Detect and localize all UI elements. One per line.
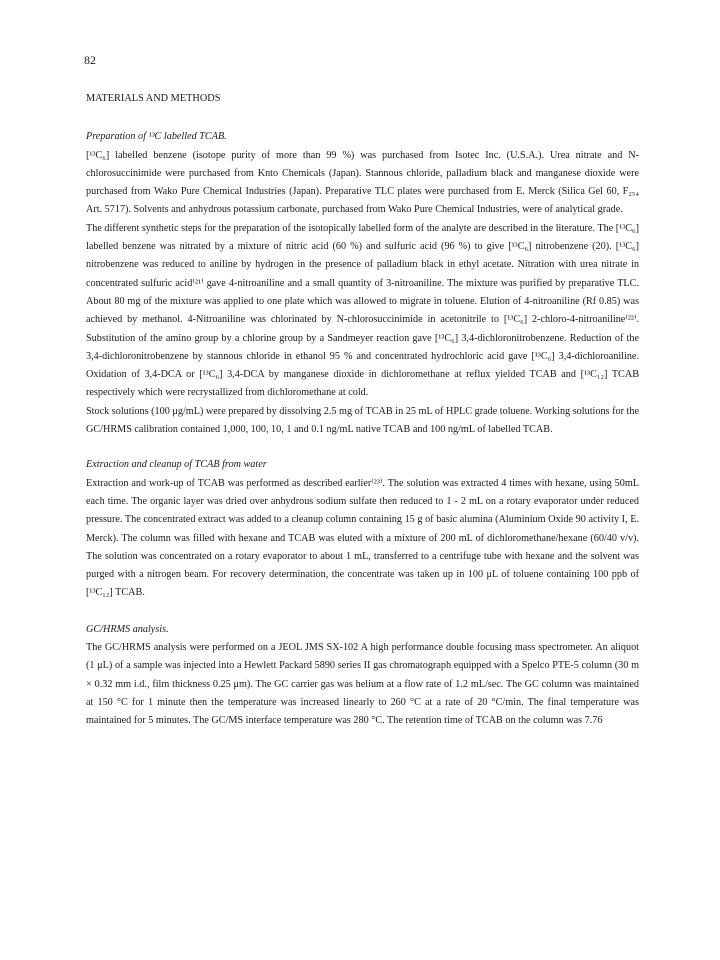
paragraph-gc-hrms: The GC/HRMS analysis were performed on a JEOL JMS SX-102 A high performance double focusing mass spectrometer. An aliquot (1 μL) of a sample was injected into a Hewlett Packard 5890 series II gas chromatograph equipped with a Spelco PTE-5 column (30 m × 0.32 mm i.d., film thickness 0.25 μm). The GC carrier gas was helium at a flow rate of 1.2 mL/sec. The GC column was maintained at 150 °C for 1 minute then the temperature was increased linearly to 260 °C at a rate of 20 °C/min. The final temperature was maintained for 5 minutes. The GC/MS interface temperature was 280 °C. The retention time of TCAB on the column was 7.76 [86,642,639,727]
paragraph-extraction: Extraction and work-up of TCAB was performed as described earlier⁽²³⁾. The solution was extracted 4 times with hexane, using 50mL each time. The organic layer was dried over anhydrous sodium sulfate then reduced to 1 - 2 mL on a rotary evaporator under reduced pressure. The concentrated extract was added to a cleanup column containing 15 g of basic alumina (Aluminium Oxide 90 activity I, E. Merck). The column was filled with hexane and TCAB was eluted with a mixture of 200 mL of dichloromethane/hexane (60/40 v/v). The solution was concentrated on a rotary evaporator to about 1 mL, transferred to a centrifuge tube with hexane and the solvent was purged with a nitrogen beam. For recovery determination, the concentrate was taken up in 100 μL of toluene containing 100 ppb of [¹³C₁₂] TCAB. [86,477,639,599]
section-heading: MATERIALS AND METHODS [86,93,221,104]
subheading-gc-hrms: GC/HRMS analysis. [86,623,169,635]
paragraph-materials: [¹³C₆] labelled benzene (isotope purity of more than 99 %) was purchased from Isotec Inc. (U.S.A.). Urea nitrate and N-chlorosuccinimide were purchased from Knto Chemicals (Japan). Stannous chloride, palladium black and manganese dioxide were purchased from Wako Pure Chemical Industries (Japan). Preparative TLC plates were purchased from E. Merck (Silica Gel 60, F₂₅₄ Art. 5717). Solvents and anhydrous potassium carbonate, purchased from Wako Pure Chemical Industries, were of analytical grade. [86,149,639,216]
paragraph-stock-solutions: Stock solutions (100 μg/mL) were prepared by dissolving 2.5 mg of TCAB in 25 mL of HPLC grade toluene. Working solutions for the GC/HRMS calibration contained 1,000, 100, 10, 1 and 0.1 ng/mL native TCAB and 100 ng/mL of labelled TCAB. [86,405,639,436]
subheading-extraction: Extraction and cleanup of TCAB from water [86,459,267,471]
page-content [86,90,639,731]
subheading-preparation: Preparation of ¹³C labelled TCAB. [86,131,227,143]
paragraph-synthesis: The different synthetic steps for the preparation of the isotopically labelled form of the analyte are described in the literature. The [¹³C₆] labelled benzene was nitrated by a mixture of nitric acid (60 %) and sulfuric acid (96 %) to give [¹³C₆] nitrobenzene (20). [¹³C₆] nitrobenzene was reduced to aniline by hydrogen in the presence of palladium black in ethyl acetate. Nitration with urea nitrate in concentrated sulfuric acid⁽²¹⁾ gave 4-nitroaniline and a small quantity of 3-nitroaniline. The mixture was purified by preparative TLC. About 80 mg of the mixture was applied to one plate which was allowed to migrate in toluene. Elution of 4-nitroaniline (Rf 0.85) was achieved by methanol. 4-Nitroaniline was chlorinated by N-chlorosuccinimide in acetonitrile to [¹³C₆] 2-chloro-4-nitroaniline⁽²²⁾. Substitution of the amino group by a chlorine group by a Sandmeyer reaction gave [¹³C₆] 3,4-dichloronitrobenzene. Reduction of the 3,4-dichloronitrobenzene by stannous chloride in ethanol 95 % and concentrated hydrochloric acid gave [¹³C₆] 3,4-dichloroaniline. Oxidation of 3,4-DCA or [¹³C₆] 3,4-DCA by manganese dioxide in dichloromethane at reflux yielded TCAB and [¹³C₁₂] TCAB respectively which were recrystallized from dichloromethane at cold. [86,222,639,399]
page-number: 82 [84,53,96,67]
